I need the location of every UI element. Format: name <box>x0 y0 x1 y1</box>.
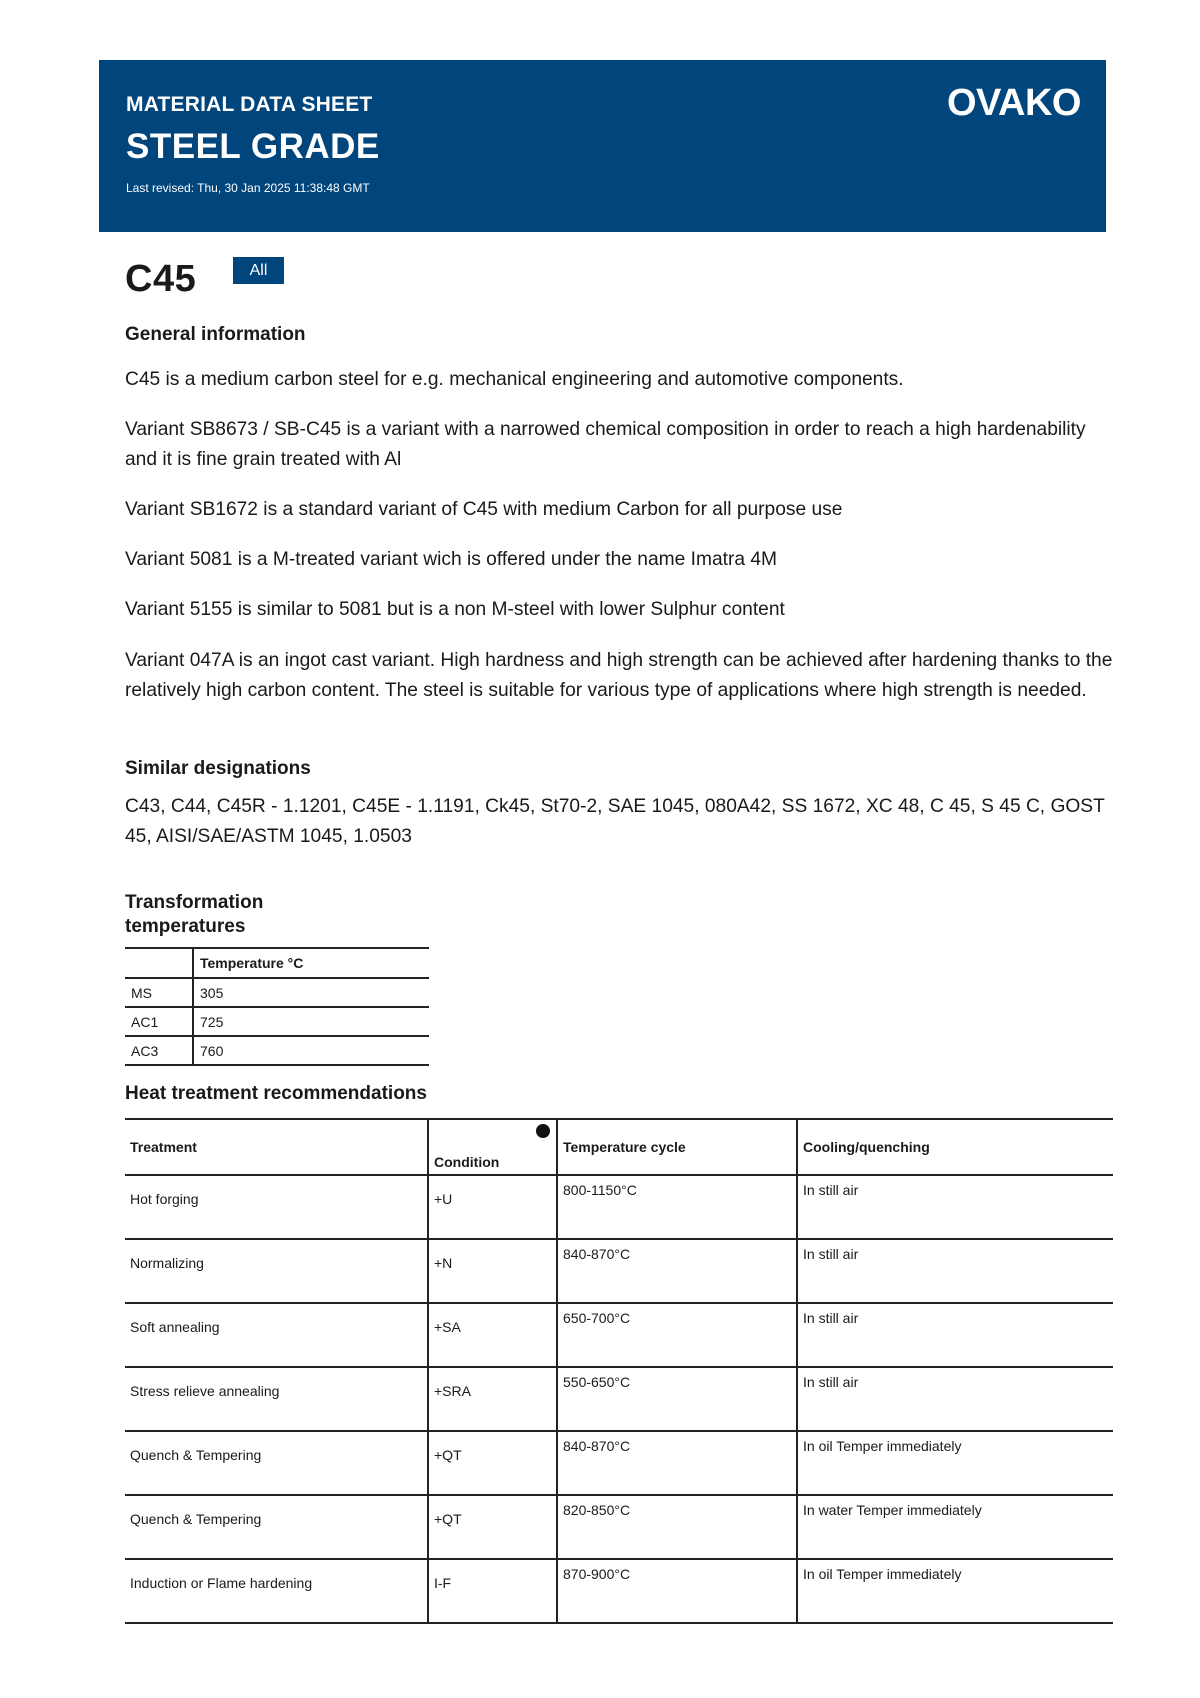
table-row <box>125 1036 429 1065</box>
grade-name: C45 <box>125 258 197 300</box>
table-header-condition: Condition <box>428 1119 557 1175</box>
table-cell: Normalizing <box>125 1239 428 1303</box>
table-cell: Soft annealing <box>125 1303 428 1367</box>
similar-designations-text: C43, C44, C45R - 1.1201, C45E - 1.1191, Ck45, St70-2, SAE 1045, 080A42, SS 1672, XC 48, C 45, S 45 C, GOST 45, AISI/SAE/ASTM 1045, 1.0503 <box>125 796 1105 847</box>
general-paragraph: Variant SB8673 / SB-C45 is a variant with a narrowed chemical composition in order to reach a high hardenability and it is fine grain treated with Al <box>125 419 1086 470</box>
table-cell: 305 <box>193 978 429 1007</box>
table-row <box>125 1559 1113 1623</box>
table-cell: +QT <box>428 1431 557 1495</box>
table-cell: I-F <box>428 1559 557 1623</box>
table-cell: 840-870°C <box>557 1239 797 1303</box>
table-cell: 725 <box>193 1007 429 1036</box>
table-cell: +QT <box>428 1495 557 1559</box>
table-header-temperature-cycle: Temperature cycle <box>557 1119 797 1175</box>
ovako-logo: OVAKO <box>946 82 1081 124</box>
info-dot-icon <box>536 1124 550 1138</box>
table-header-row <box>125 948 429 978</box>
table-cell: +U <box>428 1175 557 1239</box>
table-cell: 760 <box>193 1036 429 1065</box>
table-header-cooling: Cooling/quenching <box>797 1119 1113 1175</box>
table-cell: In still air <box>797 1239 1113 1303</box>
table-header-treatment: Treatment <box>125 1119 428 1175</box>
table-cell: In still air <box>797 1175 1113 1239</box>
table-cell: Induction or Flame hardening <box>125 1559 428 1623</box>
table-cell: In water Temper immediately <box>797 1495 1113 1559</box>
table-cell: 870-900°C <box>557 1559 797 1623</box>
table-cell: Stress relieve annealing <box>125 1367 428 1431</box>
table-row <box>125 1495 1113 1559</box>
table-cell: +SA <box>428 1303 557 1367</box>
table-header-empty <box>125 948 193 978</box>
general-information-heading: General information <box>125 324 306 345</box>
general-paragraph: Variant 047A is an ingot cast variant. High hardness and high strength can be achieved after hardening thanks to the relatively high carbon content. The steel is suitable for various type of applications where high strength is needed. <box>125 650 1113 701</box>
heat-treatment-heading: Heat treatment recommendations <box>125 1083 427 1104</box>
revision-date: Last revised: Thu, 30 Jan 2025 11:38:48 GMT <box>126 181 370 195</box>
table-header-temperature: Temperature °C <box>193 948 429 978</box>
transformation-table <box>125 947 429 1066</box>
general-paragraph: Variant 5155 is similar to 5081 but is a non M-steel with lower Sulphur content <box>125 599 785 620</box>
table-row <box>125 1303 1113 1367</box>
document-title: STEEL GRADE <box>126 127 380 166</box>
table-cell: 650-700°C <box>557 1303 797 1367</box>
table-cell: Quench & Tempering <box>125 1431 428 1495</box>
table-cell: AC3 <box>125 1036 193 1065</box>
table-cell: Hot forging <box>125 1175 428 1239</box>
general-paragraph: Variant SB1672 is a standard variant of C45 with medium Carbon for all purpose use <box>125 499 843 520</box>
table-row <box>125 978 429 1007</box>
table-cell: 820-850°C <box>557 1495 797 1559</box>
heat-treatment-table <box>125 1118 1113 1624</box>
table-cell: +SRA <box>428 1367 557 1431</box>
table-header-row <box>125 1119 1113 1175</box>
table-cell: 800-1150°C <box>557 1175 797 1239</box>
grade-badge: All <box>233 257 284 284</box>
table-cell: Quench & Tempering <box>125 1495 428 1559</box>
table-row <box>125 1239 1113 1303</box>
table-cell: 840-870°C <box>557 1431 797 1495</box>
similar-designations-heading: Similar designations <box>125 758 311 779</box>
table-cell: MS <box>125 978 193 1007</box>
table-cell: AC1 <box>125 1007 193 1036</box>
table-row <box>125 1175 1113 1239</box>
table-cell: 550-650°C <box>557 1367 797 1431</box>
table-row <box>125 1367 1113 1431</box>
general-paragraph: C45 is a medium carbon steel for e.g. mechanical engineering and automotive components. <box>125 369 904 390</box>
table-cell: In still air <box>797 1367 1113 1431</box>
table-row <box>125 1007 429 1036</box>
table-cell: +N <box>428 1239 557 1303</box>
transformation-heading: Transformation temperatures <box>125 892 264 937</box>
table-cell: In oil Temper immediately <box>797 1559 1113 1623</box>
table-cell: In still air <box>797 1303 1113 1367</box>
table-row <box>125 1431 1113 1495</box>
header-banner <box>99 60 1106 232</box>
general-paragraph: Variant 5081 is a M-treated variant wich is offered under the name Imatra 4M <box>125 549 777 570</box>
document-kicker: MATERIAL DATA SHEET <box>126 93 373 116</box>
table-cell: In oil Temper immediately <box>797 1431 1113 1495</box>
